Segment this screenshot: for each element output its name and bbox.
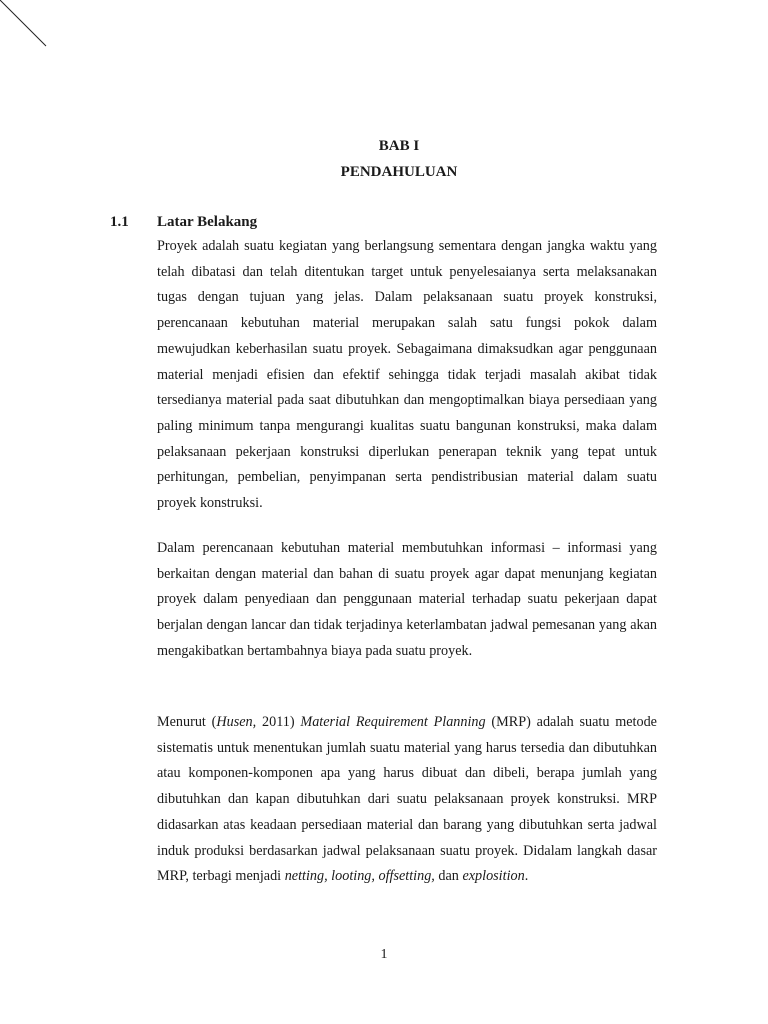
paragraph-3-text: Menurut ( (157, 714, 217, 730)
paragraph-1: Proyek adalah suatu kegiatan yang berlangsung sementara dengan jangka waktu yang telah dibatasi dan telah ditentukan target untuk penyelesaianya serta melaksanakan tugas dengan tujuan yang jelas. Dalam pelaksanaan suatu proyek konstruksi, perencanaan kebutuhan material merupakan salah satu fungsi pokok dalam mewujudkan keberhasilan suatu proyek. Sebagaimana dimaksudkan agar penggunaan material menjadi efisien dan efektif sehingga tidak terjadi masalah akibat tidak tersedianya material pada saat dibutuhkan dan mengoptimalkan biaya persediaan yang paling minimum tanpa mengurangi kualitas suatu bangunan konstruksi, maka dalam pelaksanaan pekerjaan konstruksi diperlukan penerapan teknik yang tepat untuk perhitungan, pembelian, penyimpanan serta pendistribusian material dalam suatu proyek konstruksi. (157, 238, 657, 512)
corner-fold-mark (0, 0, 60, 60)
paragraph-3-text: . (524, 868, 529, 885)
paragraph-3-text: 2011) (256, 714, 301, 730)
paragraph-3 (157, 710, 657, 890)
chapter-title: PENDAHULUAN (340, 164, 458, 180)
term-mrp: Material Requirement Planning (300, 714, 486, 730)
paragraph-3-text: (MRP) adalah suatu metode sistematis untuk menentukan jumlah suatu material yang harus tersedia dan dibutuhkan atau komponen-komponen apa yang harus dibuat dan dibeli, berapa jumlah yang dibutuhkan dan kapan dibutuhkan dari suatu pelaksanaan proyek konstruksi. MRP didasarkan atas keadaan persediaan material dan barang yang dibutuhkan serta jadwal induk produksi berdasarkan jadwal pelaksanaan suatu proyek. Didalam langkah dasar MRP, terbagi menjadi (157, 714, 657, 885)
page-number-text: 1 (380, 947, 388, 962)
paragraph-2: Dalam perencanaan kebutuhan material membutuhkan informasi – informasi yang berkaitan dengan material dan bahan di suatu proyek agar dapat menunjang kegiatan proyek dalam penyediaan dan penggunaan material terhadap suatu pekerjaan dapat berjalan dengan lancar dan tidak terjadinya keterlambatan jadwal pemesanan yang akan mengakibatkan bertambahnya biaya pada suatu proyek. (157, 540, 657, 659)
citation-author: Husen, (216, 714, 257, 730)
section-number: 1.1 (110, 214, 129, 230)
section-title: Latar Belakang (157, 214, 258, 230)
term-explosition: explosition (462, 868, 525, 885)
page-number (0, 946, 768, 964)
paragraph-3-text: dan (434, 868, 463, 885)
term-netting-looting-offsetting: netting, looting, offsetting, (284, 868, 435, 885)
chapter-number: BAB I (378, 138, 420, 154)
